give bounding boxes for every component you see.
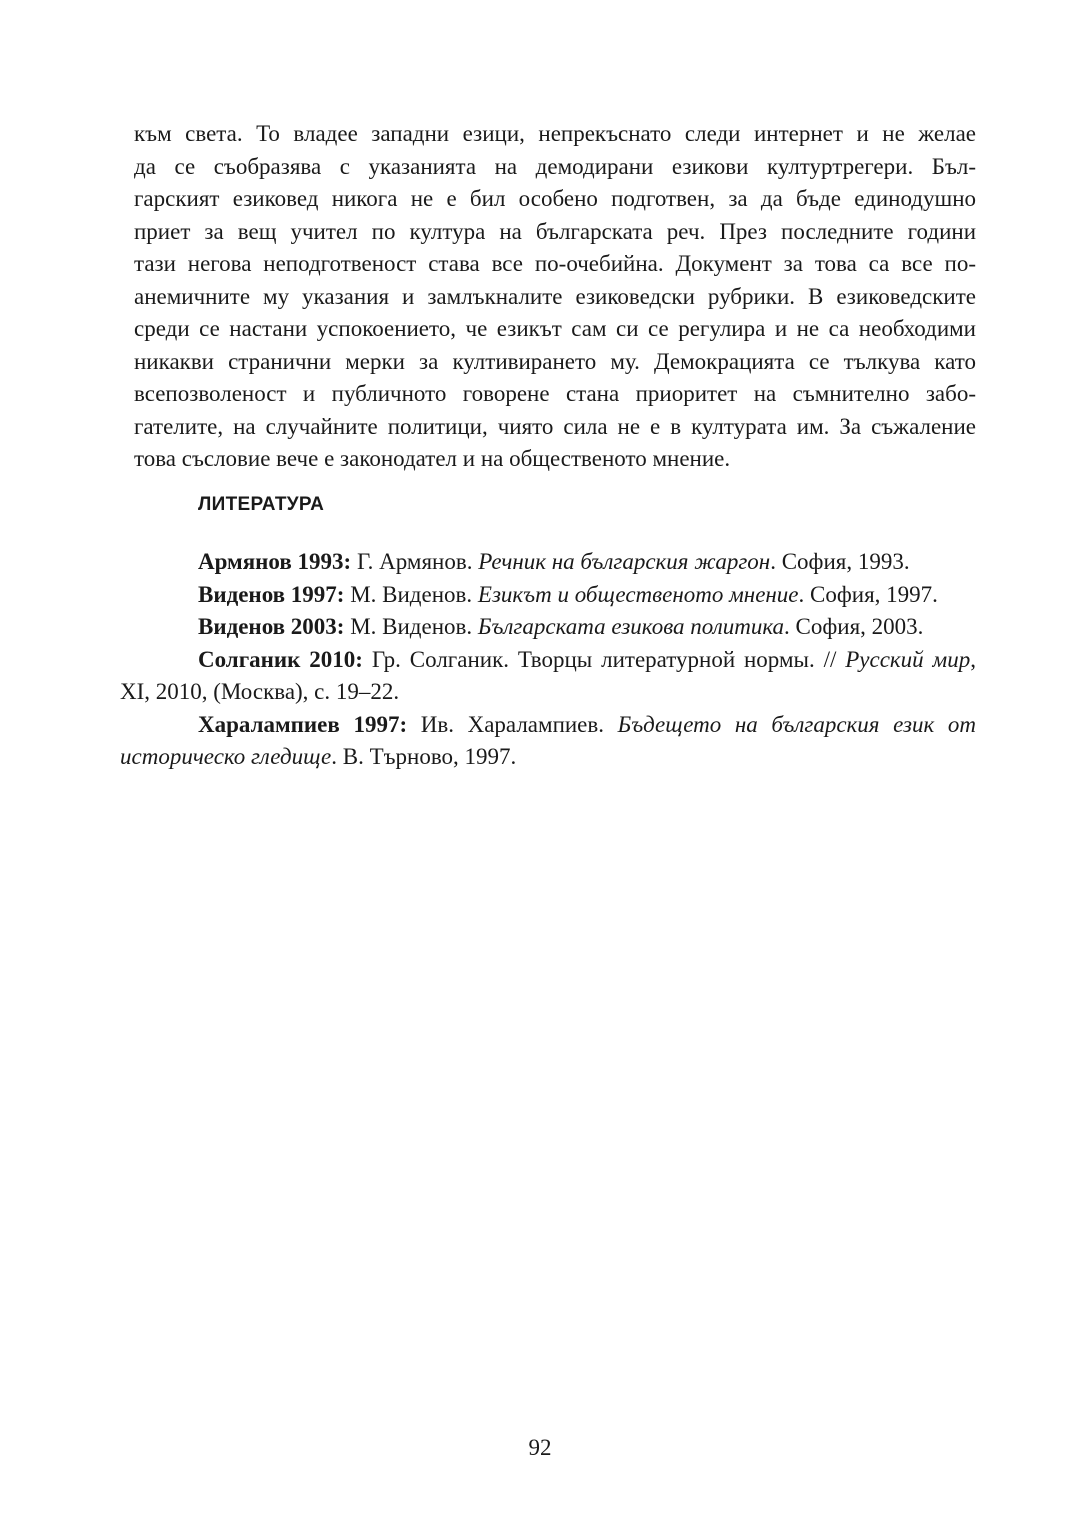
body-line: към света. То владее западни езици, непрекъснато следи интернет и не желае bbox=[134, 121, 976, 146]
reference-title: Бъдещето на българския език от bbox=[617, 711, 977, 737]
reference-key: Солганик 2010: bbox=[198, 646, 363, 672]
reference-item bbox=[120, 709, 976, 774]
reference-title: Българската езикова политика bbox=[477, 614, 785, 639]
reference-key: Виденов 2003: bbox=[198, 614, 345, 639]
reference-item bbox=[120, 611, 976, 644]
body-line: среди се настани успокоението, че езикът сам си се регулира и не са необходими bbox=[134, 316, 976, 341]
body-line: това съсловие вече е законодател и на общественото мнение. bbox=[134, 446, 731, 471]
reference-item bbox=[120, 644, 976, 709]
reference-details: . В. Търново, 1997. bbox=[331, 744, 517, 769]
reference-author: М. Виденов. bbox=[344, 581, 478, 607]
body-line: тази негова неподготвеност става все по-очебийна. Документ за това са все по- bbox=[134, 251, 976, 276]
body-line: да се съобразява с указанията на демодирани езикови културтрегери. Бъл- bbox=[134, 153, 976, 179]
references-list bbox=[120, 546, 976, 774]
body-line: гарският езиковед никога не е бил особено подготвен, за да бъде единодушно bbox=[134, 186, 976, 211]
reference-continuation: XI, 2010, (Москва), с. 19–22. bbox=[120, 679, 400, 704]
reference-title: Русский мир bbox=[845, 646, 971, 672]
reference-details: . София, 1997. bbox=[798, 581, 938, 607]
reference-punctuation: , bbox=[970, 646, 976, 672]
reference-author: Ив. Харалампиев. bbox=[407, 711, 618, 737]
reference-details: . София, 2003. bbox=[784, 614, 924, 639]
reference-title-continuation: историческо гледище bbox=[120, 744, 332, 769]
reference-key: Армянов 1993: bbox=[198, 549, 352, 574]
reference-details: Гр. Солганик. Творцы литературной нормы. // bbox=[362, 646, 846, 672]
body-line: гателите, на случайните политици, чиято сила не е в културата им. За съжаление bbox=[134, 413, 976, 439]
reference-title: Езикът и общественото мнение bbox=[477, 581, 799, 607]
reference-item bbox=[120, 579, 976, 612]
reference-author: Г. Армянов. bbox=[351, 549, 479, 574]
body-line: приет за вещ учител по култура на българската реч. През последните години bbox=[134, 218, 976, 244]
references-heading: ЛИТЕРАТУРА bbox=[198, 494, 325, 515]
body-line: анемичните му указания и замлъкналите езиковедски рубрики. В езиковедските bbox=[134, 283, 976, 309]
body-paragraph bbox=[134, 118, 976, 476]
reference-key: Харалампиев 1997: bbox=[198, 711, 408, 737]
body-line: всепозволеност и публичното говорене стана приоритет на съмнително забо- bbox=[134, 381, 976, 406]
body-line: никакви странични мерки за култивирането му. Демокрацията се тълкува като bbox=[134, 348, 976, 374]
reference-title: Речник на българския жаргон bbox=[478, 549, 771, 574]
reference-author: М. Виденов. bbox=[344, 614, 478, 639]
reference-details: . София, 1993. bbox=[770, 549, 910, 574]
reference-item bbox=[120, 546, 976, 579]
reference-key: Виденов 1997: bbox=[198, 581, 345, 607]
page-number: 92 bbox=[528, 1435, 552, 1460]
